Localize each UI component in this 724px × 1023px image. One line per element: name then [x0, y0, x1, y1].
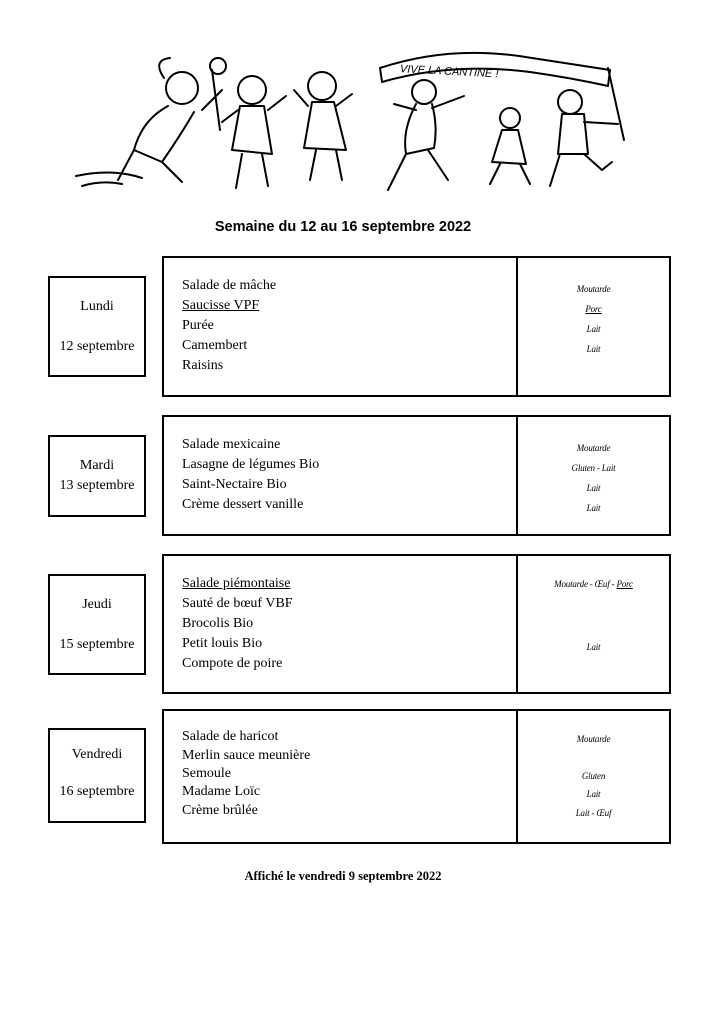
day-label-lundi [48, 276, 146, 377]
dish-item: Salade piémontaise [182, 576, 291, 591]
day-name: Mardi [79, 458, 115, 473]
allergen-label: Lait [586, 503, 601, 513]
menu-lundi [162, 256, 671, 397]
menu-vendredi [162, 709, 671, 844]
dish-item: Saucisse VPF [182, 298, 260, 313]
day-label-mardi [48, 435, 146, 517]
day-label-vendredi [48, 728, 146, 823]
allergen-label: Lait [586, 344, 601, 354]
day-name: Lundi [80, 299, 114, 314]
allergen-label: Porc [585, 304, 602, 314]
allergen-label: Gluten - Lait [571, 463, 616, 473]
dish-item: Crème brûlée [182, 803, 258, 818]
dish-item: Salade mexicaine [182, 437, 281, 452]
dish-item: Sauté de bœuf VBF [182, 596, 293, 611]
day-date: 12 septembre [59, 339, 135, 354]
dish-item: Madame Loïc [182, 784, 261, 799]
column-divider [516, 556, 518, 692]
dish-item: Camembert [182, 338, 248, 353]
allergen-label: Moutarde [576, 443, 611, 453]
dish-item: Crème dessert vanille [182, 497, 304, 512]
dish-item: Brocolis Bio [182, 616, 254, 631]
page-title: Semaine du 12 au 16 septembre 2022 [214, 219, 472, 235]
allergen-label: Moutarde [576, 734, 611, 744]
dish-item: Purée [182, 318, 214, 333]
day-date: 15 septembre [59, 637, 135, 652]
menu-mardi [162, 415, 671, 536]
allergen-label: Lait [586, 789, 601, 799]
dish-item: Raisins [182, 358, 224, 373]
dish-item: Compote de poire [182, 656, 283, 671]
allergen-label: Lait - Œuf [575, 808, 612, 818]
allergen-label: Moutarde [576, 284, 611, 294]
allergen-porc: Porc [616, 579, 633, 589]
dish-item: Salade de mâche [182, 278, 277, 293]
dish-item: Petit louis Bio [182, 636, 263, 651]
day-name: Vendredi [71, 747, 123, 762]
dish-item: Semoule [182, 766, 231, 781]
day-label-jeudi [48, 574, 146, 675]
posted-date: Affiché le vendredi 9 septembre 2022 [244, 869, 442, 883]
allergen-label: Lait [586, 483, 601, 493]
cantine-illustration [72, 50, 642, 200]
dish-item: Lasagne de légumes Bio [182, 457, 320, 472]
allergen-label: Lait [586, 324, 601, 334]
allergen-label: Gluten [581, 771, 606, 781]
column-divider [516, 417, 518, 534]
dish-item: Merlin sauce meunière [182, 748, 311, 763]
menu-jeudi [162, 554, 671, 694]
dish-item: Saint-Nectaire Bio [182, 477, 287, 492]
banner-text: VIVE LA CANTINE ! [399, 63, 499, 81]
day-date: 13 septembre [59, 478, 135, 493]
day-date: 16 septembre [59, 784, 135, 799]
allergen-label: Moutarde - Œuf - Porc [554, 579, 633, 589]
allergen-label: Lait [586, 642, 601, 652]
day-name: Jeudi [82, 597, 112, 612]
dish-item: Salade de haricot [182, 729, 279, 744]
